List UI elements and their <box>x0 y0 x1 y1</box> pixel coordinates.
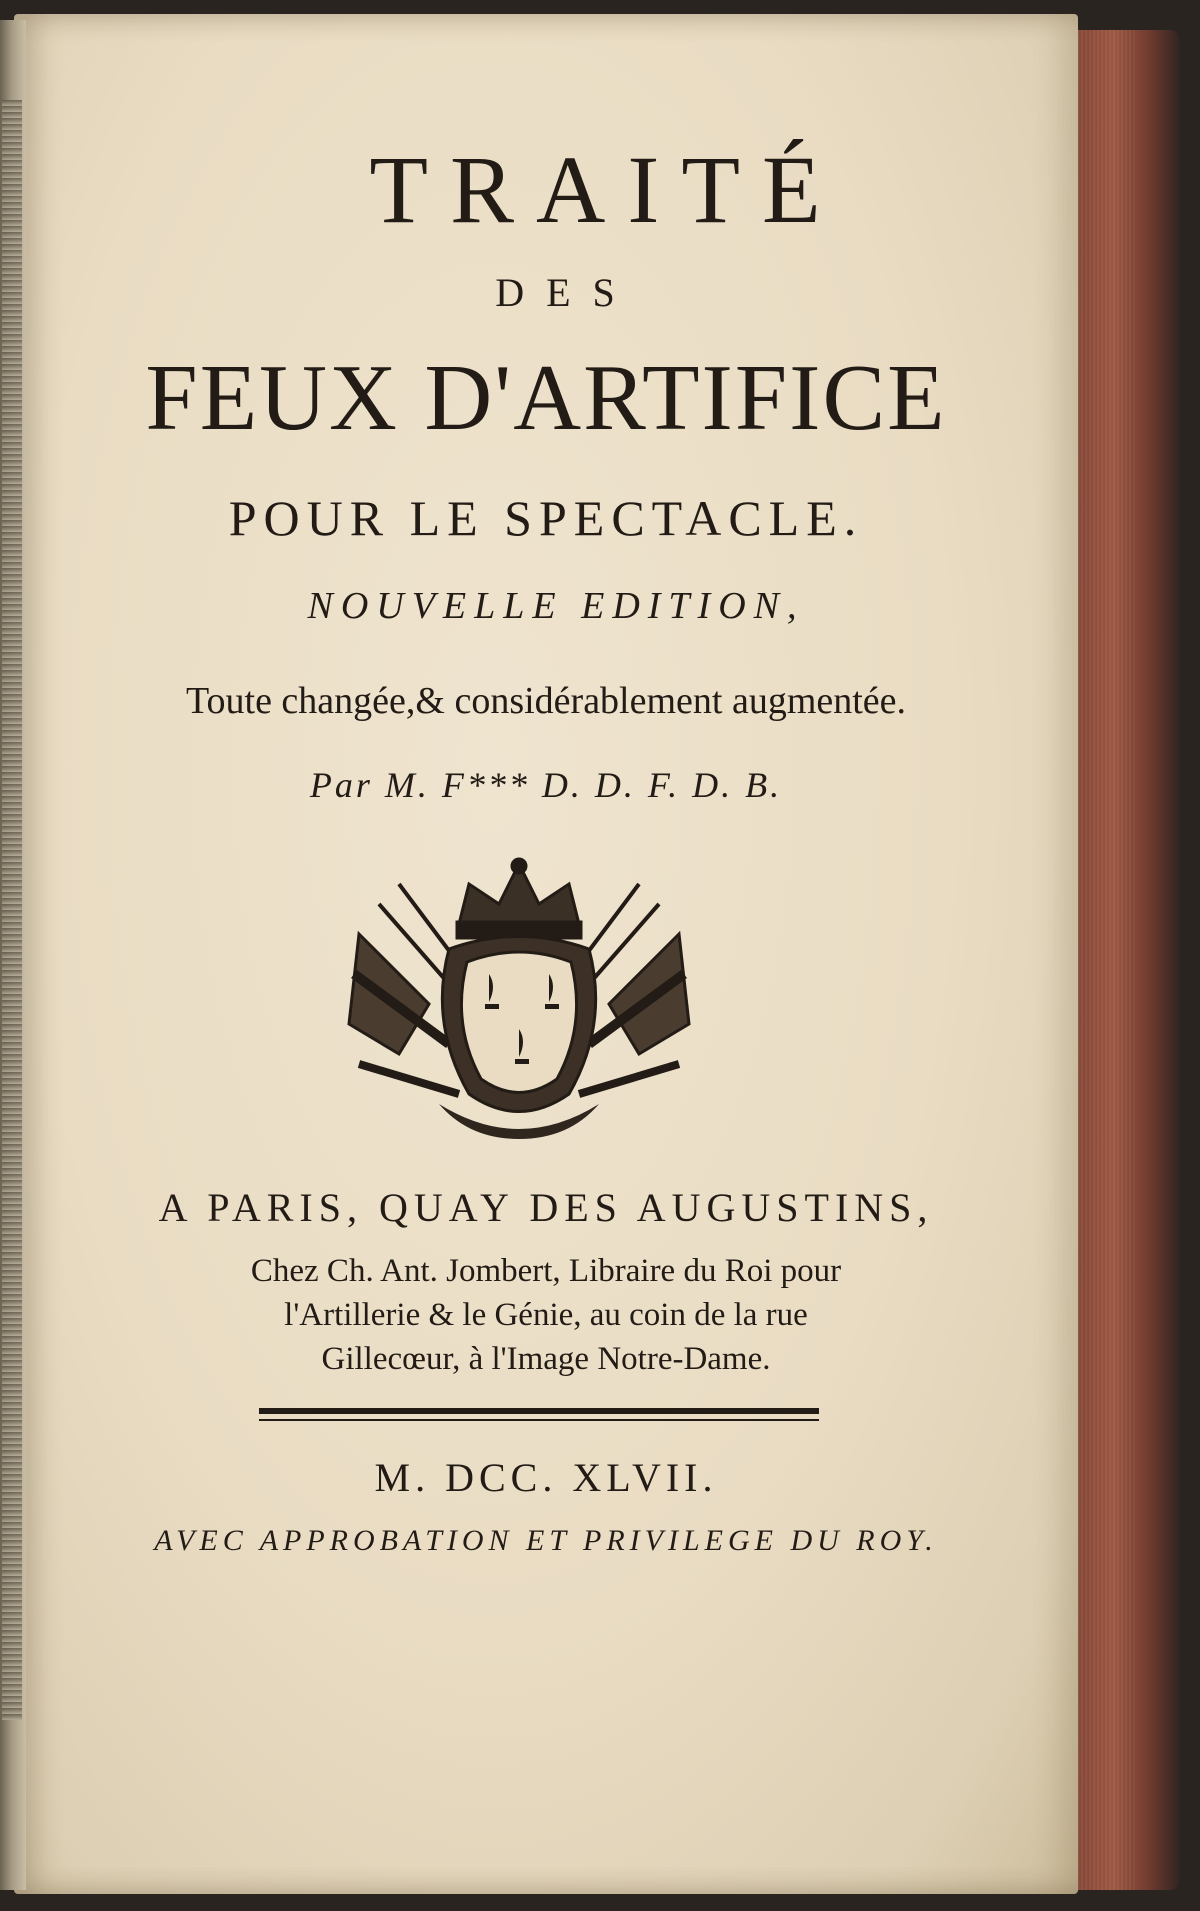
publisher-line: l'Artillerie & le Génie, au coin de la rue <box>284 1297 808 1333</box>
book-title: TRAITÉ <box>369 136 843 243</box>
publisher-line: Gillecœur, à l'Image Notre-Dame. <box>321 1341 771 1377</box>
edition-statement: NOUVELLE EDITION, <box>307 585 805 627</box>
double-rule-thin <box>259 1419 819 1421</box>
title-page <box>14 14 1078 1894</box>
book-page-edges <box>1060 30 1180 1890</box>
royal-coat-of-arms-fleur-de-lis-icon <box>339 854 699 1144</box>
book-subject: FEUX D'ARTIFICE <box>145 346 947 450</box>
imprint-publisher <box>14 1249 1078 1381</box>
royal-privilege: AVEC APPROBATION ET PRIVILEGE DU ROY. <box>154 1524 938 1557</box>
double-rule <box>259 1408 819 1414</box>
revision-statement: Toute changée,& considérablement augmentée. <box>185 680 907 722</box>
imprint-city: A PARIS, QUAY DES AUGUSTINS, <box>158 1185 934 1230</box>
publisher-line: Chez Ch. Ant. Jombert, Libraire du Roi pour <box>250 1253 842 1289</box>
frontispiece-engraving-edge <box>2 100 22 1720</box>
author-line: Par M. F*** D. D. F. D. B. <box>309 765 783 805</box>
previous-page-edge <box>0 20 26 1890</box>
imprint-year: M. DCC. XLVII. <box>374 1455 718 1500</box>
title-connector: DES <box>495 270 637 315</box>
book-subtitle: POUR LE SPECTACLE. <box>228 490 864 546</box>
